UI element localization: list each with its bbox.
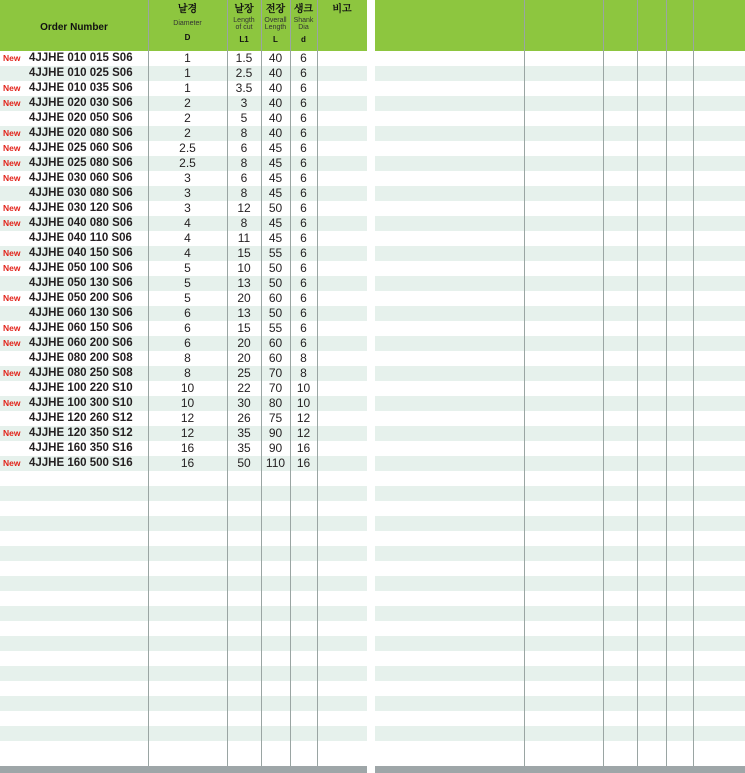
new-badge: New — [3, 218, 21, 228]
order-number: 4JJHE 010 025 S06 — [29, 67, 133, 79]
overall-length-value: 45 — [268, 231, 283, 245]
diameter-value: 16 — [180, 441, 195, 455]
empty-row — [0, 546, 367, 561]
diameter-value: 2 — [184, 96, 191, 110]
diameter-value: 2.5 — [179, 156, 196, 170]
header-overall-length — [261, 0, 290, 51]
overall-length-value: 40 — [268, 66, 283, 80]
shank-dia-value: 6 — [300, 336, 307, 350]
new-badge: New — [3, 398, 21, 408]
header-diameter-ko: 날경 — [177, 4, 198, 15]
diameter-value: 6 — [184, 306, 191, 320]
overall-length-value: 60 — [268, 291, 283, 305]
shank-dia-value: 6 — [300, 291, 307, 305]
overall-length-value: 90 — [268, 441, 283, 455]
table-row — [0, 96, 367, 111]
length-of-cut-value: 30 — [237, 396, 251, 410]
empty-row — [375, 516, 745, 531]
diameter-value: 10 — [180, 381, 195, 395]
length-of-cut-value: 13 — [237, 276, 251, 290]
header-order-number — [0, 0, 148, 51]
header-overall-en1: Overall — [264, 17, 287, 24]
overall-length-value: 110 — [265, 456, 286, 470]
shank-dia-value: 6 — [300, 186, 307, 200]
overall-length-value: 40 — [268, 126, 283, 140]
order-number: 4JJHE 060 130 S06 — [29, 307, 133, 319]
empty-row — [375, 501, 745, 516]
overall-length-value: 60 — [268, 351, 283, 365]
column-divider — [148, 0, 149, 766]
column-divider — [290, 0, 291, 766]
order-number: 4JJHE 020 050 S06 — [29, 112, 133, 124]
overall-length-value: 50 — [268, 261, 283, 275]
diameter-value: 10 — [180, 396, 195, 410]
diameter-value: 1 — [184, 81, 191, 95]
order-number: 4JJHE 010 015 S06 — [29, 52, 133, 64]
bottom-bar — [375, 766, 745, 773]
empty-row — [375, 741, 745, 756]
empty-row — [375, 411, 745, 426]
diameter-value: 4 — [184, 231, 191, 245]
header-remarks — [317, 0, 367, 51]
column-divider — [524, 0, 525, 766]
order-number: 4JJHE 100 300 S10 — [29, 397, 133, 409]
diameter-value: 1 — [184, 51, 191, 65]
diameter-value: 6 — [184, 336, 191, 350]
shank-dia-value: 8 — [300, 366, 307, 380]
empty-row — [375, 576, 745, 591]
header-overall-en2: Length — [264, 24, 287, 31]
order-number: 4JJHE 040 150 S06 — [29, 247, 133, 259]
new-badge: New — [3, 158, 21, 168]
empty-row — [375, 291, 745, 306]
shank-dia-value: 10 — [296, 396, 311, 410]
table-row — [0, 456, 367, 471]
header-diameter-symbol: D — [184, 33, 191, 42]
shank-dia-value: 6 — [300, 171, 307, 185]
overall-length-value: 40 — [268, 51, 283, 65]
empty-row — [375, 96, 745, 111]
empty-row — [375, 186, 745, 201]
new-badge: New — [3, 293, 21, 303]
overall-length-value: 70 — [268, 381, 283, 395]
table-header — [0, 0, 367, 51]
table-row — [0, 216, 367, 231]
order-number: 4JJHE 060 200 S06 — [29, 337, 133, 349]
new-badge: New — [3, 263, 21, 273]
overall-length-value: 60 — [268, 336, 283, 350]
new-badge: New — [3, 248, 21, 258]
empty-row — [0, 666, 367, 681]
column-divider — [637, 0, 638, 766]
order-number: 4JJHE 120 350 S12 — [29, 427, 133, 439]
order-number: 4JJHE 050 130 S06 — [29, 277, 133, 289]
diameter-value: 16 — [180, 456, 195, 470]
empty-row — [375, 171, 745, 186]
overall-length-value: 80 — [268, 396, 283, 410]
table-row — [0, 261, 367, 276]
table-row — [0, 441, 367, 456]
length-of-cut-value: 15 — [237, 246, 251, 260]
empty-row — [375, 351, 745, 366]
length-of-cut-value: 3 — [240, 96, 248, 110]
shank-dia-value: 6 — [300, 81, 307, 95]
empty-row — [0, 576, 367, 591]
new-badge: New — [3, 368, 21, 378]
empty-row — [375, 456, 745, 471]
empty-row — [375, 246, 745, 261]
order-number: 4JJHE 160 500 S16 — [29, 457, 133, 469]
order-number: 4JJHE 030 060 S06 — [29, 172, 133, 184]
length-of-cut-value: 6 — [240, 171, 248, 185]
empty-row — [0, 561, 367, 576]
header-shank-dia — [290, 0, 317, 51]
length-of-cut-value: 20 — [237, 351, 251, 365]
product-table-left — [0, 0, 367, 773]
shank-dia-value: 6 — [300, 96, 307, 110]
product-rows — [0, 51, 367, 756]
diameter-value: 2.5 — [179, 141, 196, 155]
bottom-bar — [0, 766, 367, 773]
diameter-value: 3 — [184, 186, 191, 200]
length-of-cut-value: 6 — [240, 141, 248, 155]
diameter-value: 4 — [184, 216, 191, 230]
empty-row — [0, 726, 367, 741]
diameter-value: 5 — [184, 261, 191, 275]
table-row — [0, 171, 367, 186]
length-of-cut-value: 15 — [237, 321, 251, 335]
table-row — [0, 141, 367, 156]
order-number: 4JJHE 080 200 S08 — [29, 352, 133, 364]
overall-length-value: 70 — [268, 366, 283, 380]
length-of-cut-value: 8 — [240, 216, 248, 230]
table-row — [0, 291, 367, 306]
empty-row — [375, 546, 745, 561]
column-divider — [693, 0, 694, 766]
overall-length-value: 55 — [268, 246, 283, 260]
length-of-cut-value: 5 — [240, 111, 248, 125]
shank-dia-value: 16 — [296, 456, 311, 470]
length-of-cut-value: 50 — [237, 456, 251, 470]
shank-dia-value: 6 — [300, 111, 307, 125]
order-number: 4JJHE 120 260 S12 — [29, 412, 133, 424]
empty-row — [375, 396, 745, 411]
header-loc-en1: Length — [233, 17, 255, 24]
table-row — [0, 396, 367, 411]
header-diameter-en: Diameter — [173, 20, 202, 27]
diameter-value: 3 — [184, 171, 191, 185]
overall-length-value: 75 — [268, 411, 283, 425]
overall-length-value: 45 — [268, 171, 283, 185]
order-number: 4JJHE 030 080 S06 — [29, 187, 133, 199]
empty-row — [375, 156, 745, 171]
length-of-cut-value: 26 — [237, 411, 251, 425]
table-row — [0, 426, 367, 441]
diameter-value: 5 — [184, 291, 191, 305]
empty-row — [375, 696, 745, 711]
table-row — [0, 276, 367, 291]
table-row — [0, 336, 367, 351]
overall-length-value: 40 — [268, 111, 283, 125]
shank-dia-value: 6 — [300, 246, 307, 260]
header-loc-ko: 날장 — [234, 4, 254, 15]
new-badge: New — [3, 98, 21, 108]
diameter-value: 8 — [184, 351, 191, 365]
empty-row — [0, 486, 367, 501]
overall-length-value: 45 — [268, 186, 283, 200]
empty-row — [375, 711, 745, 726]
table-row — [0, 51, 367, 66]
length-of-cut-value: 20 — [237, 291, 251, 305]
empty-row — [0, 471, 367, 486]
empty-row — [0, 636, 367, 651]
table-row — [0, 321, 367, 336]
order-number: 4JJHE 020 030 S06 — [29, 97, 133, 109]
header-remarks-ko: 비고 — [332, 4, 352, 15]
empty-row — [375, 81, 745, 96]
shank-dia-value: 6 — [300, 51, 307, 65]
order-number: 4JJHE 160 350 S16 — [29, 442, 133, 454]
header-loc-en2: of cut — [235, 24, 253, 31]
header-shank-en2: Dia — [298, 24, 309, 31]
empty-row — [375, 426, 745, 441]
empty-row — [375, 306, 745, 321]
header-length-of-cut — [227, 0, 261, 51]
order-number: 4JJHE 040 080 S06 — [29, 217, 133, 229]
empty-row — [375, 606, 745, 621]
header-shank-ko: 생크 — [293, 4, 314, 15]
table-row — [0, 186, 367, 201]
empty-row — [375, 681, 745, 696]
order-number: 4JJHE 010 035 S06 — [29, 82, 133, 94]
header-shank-en1: Shank — [293, 17, 314, 24]
order-number: 4JJHE 050 200 S06 — [29, 292, 133, 304]
empty-row — [375, 621, 745, 636]
empty-row — [375, 636, 745, 651]
table-row — [0, 201, 367, 216]
new-badge: New — [3, 338, 21, 348]
length-of-cut-value: 12 — [237, 201, 251, 215]
empty-row — [375, 216, 745, 231]
empty-row — [375, 261, 745, 276]
shank-dia-value: 6 — [300, 216, 307, 230]
diameter-value: 8 — [184, 366, 191, 380]
table-row — [0, 246, 367, 261]
length-of-cut-value: 22 — [237, 381, 251, 395]
empty-row — [375, 486, 745, 501]
length-of-cut-value: 11 — [237, 231, 251, 245]
empty-row — [0, 621, 367, 636]
order-number: 4JJHE 060 150 S06 — [29, 322, 133, 334]
empty-row — [0, 696, 367, 711]
new-badge: New — [3, 53, 21, 63]
empty-row — [0, 501, 367, 516]
length-of-cut-value: 10 — [237, 261, 251, 275]
empty-row — [375, 651, 745, 666]
header-diameter — [148, 0, 227, 51]
shank-dia-value: 12 — [296, 426, 311, 440]
overall-length-value: 90 — [268, 426, 283, 440]
order-number: 4JJHE 040 110 S06 — [29, 232, 132, 244]
table-row — [0, 66, 367, 81]
column-divider — [261, 0, 262, 766]
overall-length-value: 50 — [268, 201, 283, 215]
empty-row — [375, 366, 745, 381]
empty-row — [375, 51, 745, 66]
length-of-cut-value: 35 — [237, 441, 251, 455]
table-row — [0, 366, 367, 381]
empty-row — [375, 336, 745, 351]
new-badge: New — [3, 458, 21, 468]
overall-length-value: 40 — [268, 96, 283, 110]
length-of-cut-value: 25 — [237, 366, 251, 380]
column-divider — [666, 0, 667, 766]
overall-length-value: 50 — [268, 306, 283, 320]
table-row — [0, 411, 367, 426]
shank-dia-value: 6 — [300, 126, 307, 140]
empty-row — [0, 651, 367, 666]
overall-length-value: 45 — [268, 141, 283, 155]
table-row — [0, 351, 367, 366]
overall-length-value: 55 — [268, 321, 283, 335]
order-number: 4JJHE 100 220 S10 — [29, 382, 133, 394]
diameter-value: 4 — [184, 246, 191, 260]
shank-dia-value: 6 — [300, 261, 307, 275]
diameter-value: 2 — [184, 111, 191, 125]
empty-row — [375, 111, 745, 126]
table-row — [0, 156, 367, 171]
table-row — [0, 126, 367, 141]
new-badge: New — [3, 203, 21, 213]
length-of-cut-value: 8 — [240, 126, 248, 140]
overall-length-value: 50 — [268, 276, 283, 290]
length-of-cut-value: 2.5 — [235, 66, 253, 80]
order-number: 4JJHE 020 080 S06 — [29, 127, 133, 139]
overall-length-value: 40 — [268, 81, 283, 95]
diameter-value: 1 — [184, 66, 191, 80]
shank-dia-value: 6 — [300, 201, 307, 215]
overall-length-value: 45 — [268, 156, 283, 170]
shank-dia-value: 16 — [296, 441, 311, 455]
table-row — [0, 81, 367, 96]
empty-row — [375, 561, 745, 576]
shank-dia-value: 6 — [300, 276, 307, 290]
new-badge: New — [3, 83, 21, 93]
empty-row — [375, 381, 745, 396]
column-divider — [603, 0, 604, 766]
diameter-value: 12 — [180, 426, 195, 440]
header-overall-symbol: L — [273, 35, 278, 44]
order-number: 4JJHE 080 250 S08 — [29, 367, 133, 379]
new-badge: New — [3, 143, 21, 153]
shank-dia-value: 6 — [300, 231, 307, 245]
shank-dia-value: 6 — [300, 156, 307, 170]
header-loc-symbol: L1 — [239, 35, 249, 44]
empty-row — [375, 141, 745, 156]
empty-row — [375, 276, 745, 291]
diameter-value: 6 — [184, 321, 191, 335]
empty-row — [0, 591, 367, 606]
header-shank-symbol: d — [301, 35, 306, 44]
column-divider — [227, 0, 228, 766]
empty-row — [0, 711, 367, 726]
empty-row — [0, 606, 367, 621]
length-of-cut-value: 8 — [240, 156, 248, 170]
empty-row — [375, 591, 745, 606]
table-row — [0, 231, 367, 246]
product-table-right — [375, 0, 745, 773]
diameter-value: 3 — [184, 201, 191, 215]
shank-dia-value: 6 — [300, 141, 307, 155]
shank-dia-value: 6 — [300, 306, 307, 320]
order-number: 4JJHE 030 120 S06 — [29, 202, 133, 214]
empty-row — [375, 201, 745, 216]
length-of-cut-value: 13 — [237, 306, 251, 320]
column-divider — [317, 0, 318, 766]
length-of-cut-value: 3.5 — [235, 81, 253, 95]
new-badge: New — [3, 128, 21, 138]
order-number: 4JJHE 050 100 S06 — [29, 262, 133, 274]
length-of-cut-value: 35 — [237, 426, 251, 440]
overall-length-value: 45 — [268, 216, 283, 230]
empty-row — [375, 666, 745, 681]
order-number: 4JJHE 025 060 S06 — [29, 142, 133, 154]
diameter-value: 5 — [184, 276, 191, 290]
table-row — [0, 111, 367, 126]
shank-dia-value: 6 — [300, 321, 307, 335]
empty-row — [0, 681, 367, 696]
empty-row — [375, 471, 745, 486]
empty-row — [375, 231, 745, 246]
table-header-right — [375, 0, 745, 51]
empty-row — [375, 66, 745, 81]
header-overall-ko: 전장 — [265, 4, 286, 15]
order-number: 4JJHE 025 080 S06 — [29, 157, 133, 169]
table-row — [0, 381, 367, 396]
new-badge: New — [3, 323, 21, 333]
empty-row — [0, 741, 367, 756]
empty-row — [375, 441, 745, 456]
header-order-number-label: Order Number — [40, 22, 108, 33]
shank-dia-value: 10 — [296, 381, 311, 395]
length-of-cut-value: 20 — [237, 336, 251, 350]
table-row — [0, 306, 367, 321]
diameter-value: 12 — [180, 411, 195, 425]
empty-row — [375, 126, 745, 141]
empty-row — [375, 321, 745, 336]
new-badge: New — [3, 428, 21, 438]
shank-dia-value: 6 — [300, 66, 307, 80]
empty-row — [375, 531, 745, 546]
empty-row — [0, 531, 367, 546]
empty-row — [0, 516, 367, 531]
length-of-cut-value: 1.5 — [235, 51, 253, 65]
empty-rows — [375, 51, 745, 756]
shank-dia-value: 8 — [300, 351, 307, 365]
length-of-cut-value: 8 — [240, 186, 248, 200]
shank-dia-value: 12 — [296, 411, 311, 425]
new-badge: New — [3, 173, 21, 183]
diameter-value: 2 — [184, 126, 191, 140]
empty-row — [375, 726, 745, 741]
